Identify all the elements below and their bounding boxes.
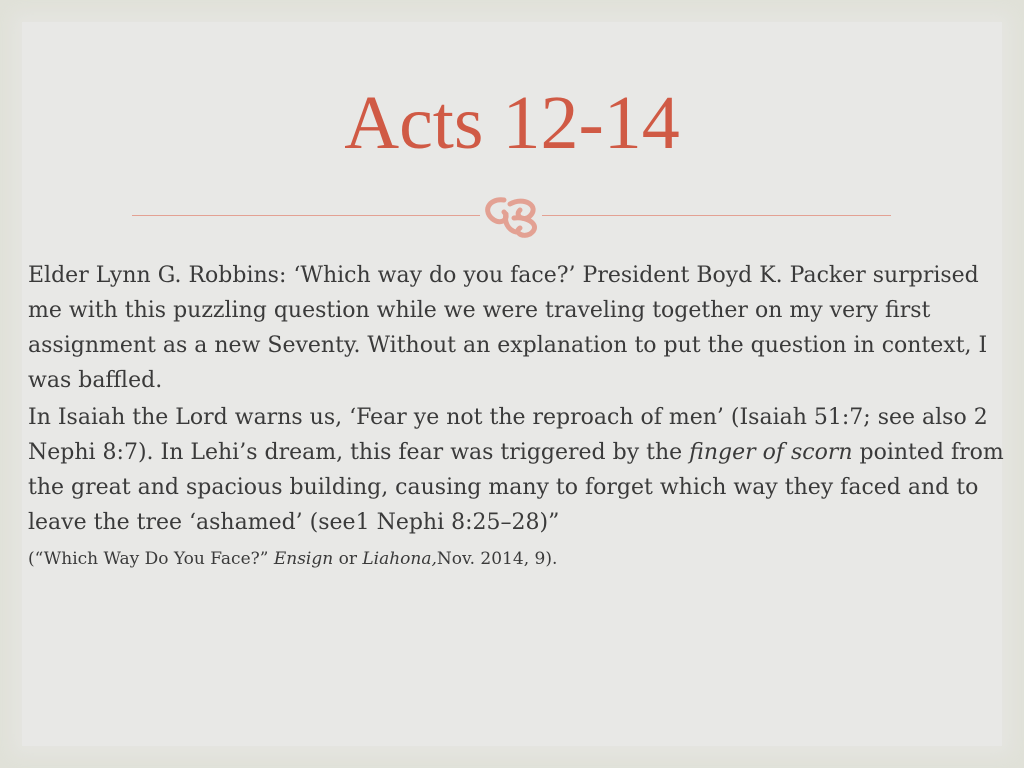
citation-ensign: Ensign [273, 549, 334, 569]
paragraph-text: pointed from the great and spacious building, causing many to forget which way they faced and to leave the tree ‘ashamed’ (see1 Nephi 8:25–28)” [28, 440, 1004, 535]
slide-title: Acts 12-14 [344, 81, 680, 165]
citation-text: or [333, 549, 363, 569]
italic-phrase: finger of scorn [689, 440, 853, 465]
paragraph-quote-body [28, 400, 1008, 577]
paragraph-quote-intro: Elder Lynn G. Robbins: ‘Which way do you face?’ President Boyd K. Packer surprised me with this puzzling question while we were traveling together on my very first assignment as a new Seventy. Without an explanation to put the question in context, I was baffled. [28, 263, 988, 393]
citation-text: Nov. 2014, 9). [436, 549, 558, 569]
citation-text: (“Which Way Do You Face?” [28, 549, 274, 569]
divider-line-left [132, 215, 480, 216]
divider-line-right [542, 215, 891, 216]
paragraph-text: In Isaiah the Lord warns us, ‘Fear ye not the reproach of men’ (Isaiah 51:7; see also 2 Nephi 8:7). In Lehi’s dream, this fear was triggered by the [28, 405, 988, 465]
flourish-icon [474, 190, 550, 240]
body-text [28, 258, 1008, 579]
citation-liahona: Liahona, [362, 549, 437, 569]
citation [28, 549, 557, 569]
